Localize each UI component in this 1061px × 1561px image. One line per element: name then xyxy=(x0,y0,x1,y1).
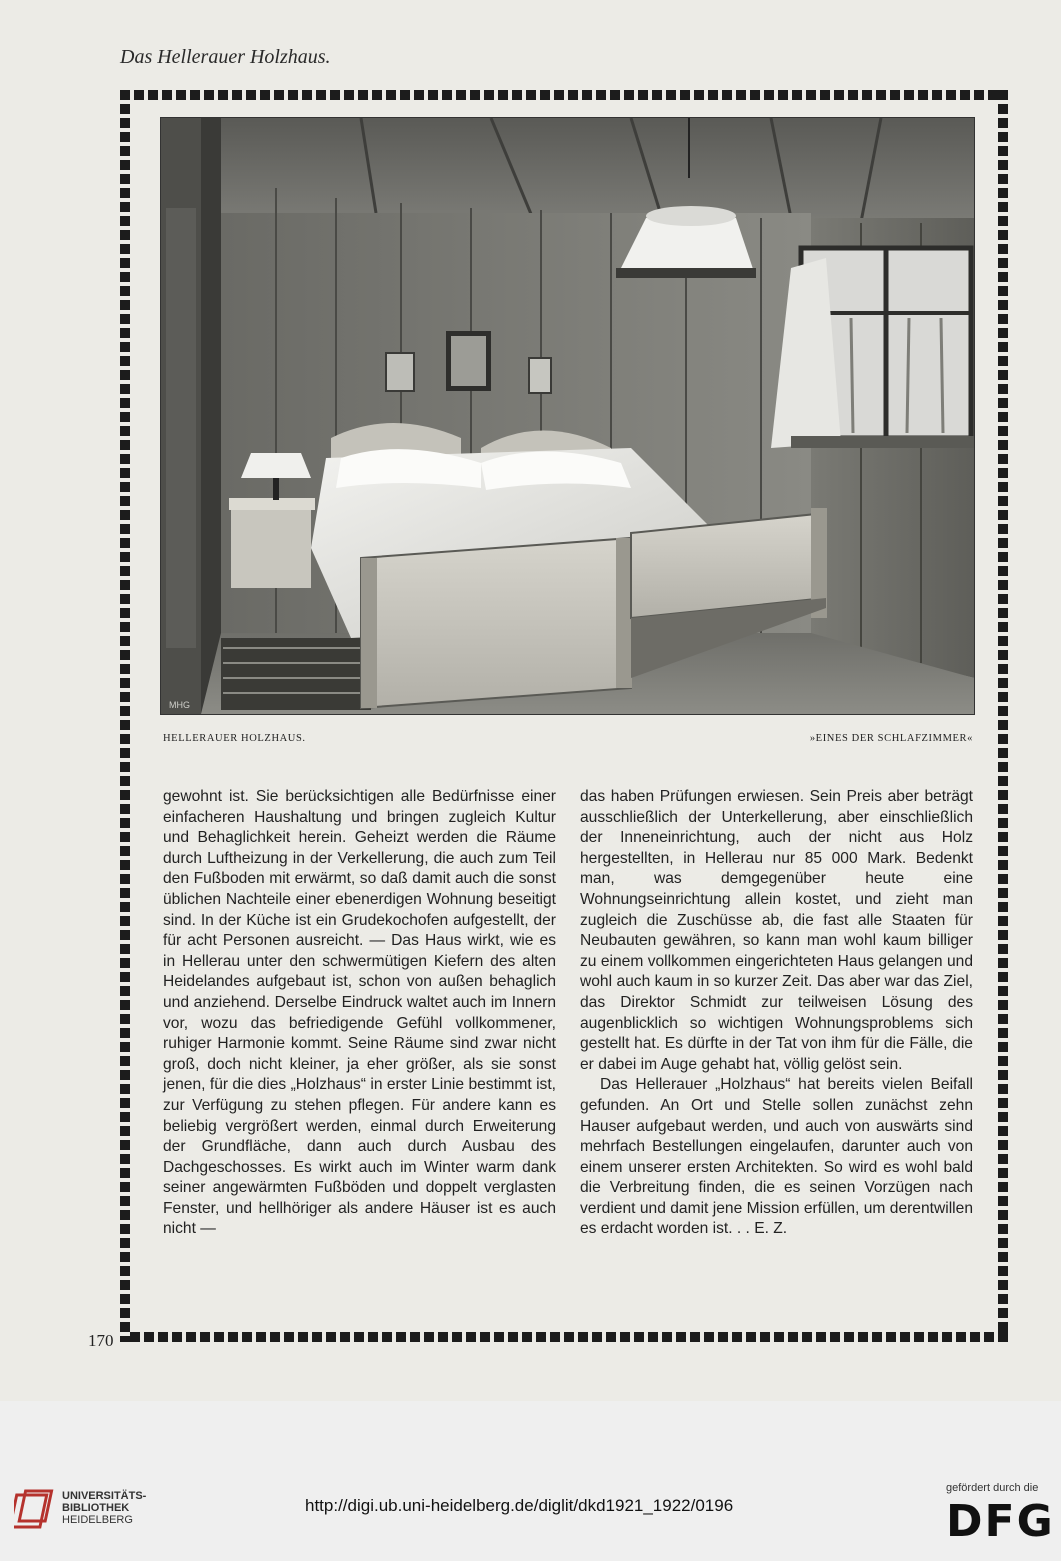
bedroom-photograph xyxy=(160,117,975,715)
paragraph: Das Hellerauer „Holzhaus“ hat bereits vielen Beifall gefunden. An Ort und Stelle sollen zunächst zehn Hauser aufgebaut werden, und auch von auswärts sind mehrfach Bestellungen eingelaufen, darunter auch von einem unserer ersten Architekten. So wird es wohl bald die Verbreitung finden, die es seinen Vorzügen nach verdient und damit jene Mission erfüllen, um derentwillen es erdacht worden ist. . . E. Z. xyxy=(580,1076,973,1238)
article-column-left xyxy=(163,787,556,1240)
photo-monogram: MHG xyxy=(169,700,190,710)
viewer-footer xyxy=(0,1401,1061,1561)
ornamental-border-bottom xyxy=(130,1332,1008,1342)
dfg-logo: DFG xyxy=(946,1496,1055,1547)
figure-caption-left: HELLERAUER HOLZHAUS. xyxy=(163,733,306,744)
library-name-line: HEIDELBERG xyxy=(62,1514,133,1526)
funding-text: gefördert durch die xyxy=(946,1482,1039,1494)
ornamental-border-top xyxy=(120,90,1008,100)
page-number: 170 xyxy=(88,1331,114,1350)
paragraph: das haben Prüfungen erwiesen. Sein Preis aber beträgt ausschließlich der Unterkellerung, aber einschließlich der Inneneinrichtung, auch der nicht aus Holz hergestellten, in Hellerau nur 85 000 Mark. Bedenkt man, was demgegenüber heute eine Wohnungseinrichtung allein kostet, und zieht man zugleich die Zuschüsse ab, die fast alle Staaten für Neubauten gewähren, so kann man wohl kaum billiger zu einem vollkommen eingerichteten Haus gelangen und wohl auch kaum in so kurzer Zeit. Das aber war das Ziel, das Direktor Schmidt zur teilweisen Lösung des augenblicklich so wichtigen Wohnungsproblems sich gestellt hat. Es dürfte in der Tat von ihm für die Fälle, die er dabei im Auge gehabt hat, völlig gelöst sein. xyxy=(580,788,973,1073)
figure-caption-right: »EINES DER SCHLAFZIMMER« xyxy=(809,733,973,744)
running-title: Das Hellerauer Holzhaus. xyxy=(120,46,331,68)
library-name-line: UNIVERSITÄTS- xyxy=(62,1490,147,1502)
library-name xyxy=(62,1490,182,1526)
ornamental-border-left xyxy=(120,90,130,1342)
article-column-right xyxy=(580,787,973,1240)
library-logo-icon xyxy=(14,1489,58,1531)
ornamental-border-right xyxy=(998,90,1008,1342)
permalink-url[interactable]: http://digi.ub.uni-heidelberg.de/diglit/dkd1921_1922/0196 xyxy=(305,1496,734,1515)
library-name-line: BIBLIOTHEK xyxy=(62,1502,130,1514)
paragraph: gewohnt ist. Sie berücksichtigen alle Bedürfnisse einer einfacheren Haushaltung und bringen zugleich Kultur und Behaglichkeit herein. Geheizt werden die Räume durch Luftheizung in der Verkellerung, die auch zum Teil den Fußboden mit erwärmt, so daß damit auch die sonst üblichen Nachteile einer ebenerdigen Wohnung beseitigt sind. In der Küche ist ein Grudekochofen aufgestellt, der für acht Personen ausreicht. — Das Haus wirkt, wie es in Hellerau unter den schwermütigen Kiefern des alten Heidelandes aufgebaut ist, schon von außen behaglich und anziehend. Derselbe Eindruck waltet auch im Innern vor, wozu das befriedigende Gefühl vollkommener, ruhiger Harmonie kommt. Seine Räume sind zwar nicht groß, doch nicht kleiner, ja eher größer, als sie sonst jenen, für die dies „Holzhaus“ in erster Linie bestimmt ist, zur Verfügung zu stehen pflegen. Für andere kann es beliebig vergrößert werden, einmal durch Erweiterung der Grundfläche, dann auch durch Ausbau des Dachgeschosses. Es wirkt auch im Winter warm dank seiner angewärmten Fußböden und doppelt verglasten Fenster, und hellhöriger als andere Häuser ist es auch nicht — xyxy=(163,788,556,1238)
